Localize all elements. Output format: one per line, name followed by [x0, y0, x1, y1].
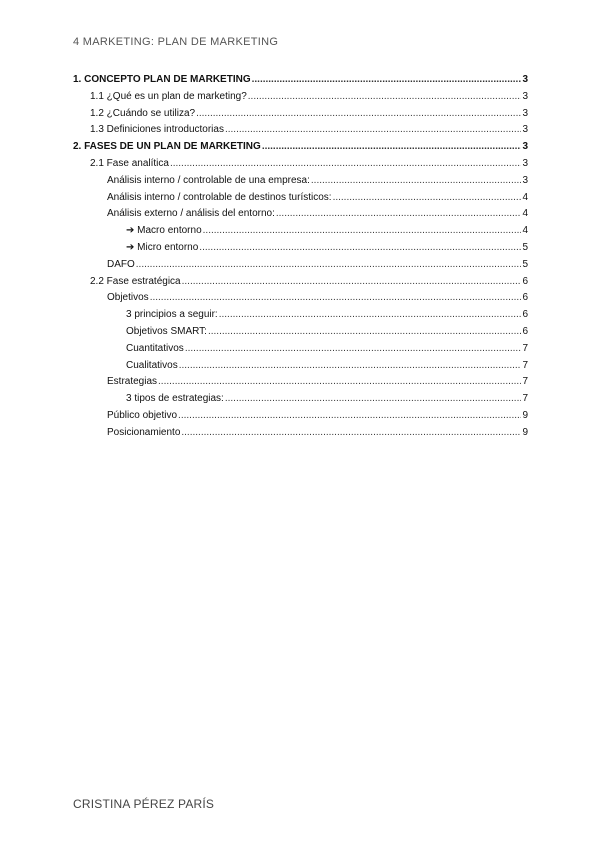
toc-entry-page-number: 6	[522, 309, 528, 321]
toc-dot-leader	[136, 259, 522, 270]
toc-entry-page-number: 3	[522, 174, 528, 186]
toc-entry[interactable]	[73, 276, 528, 293]
toc-entry-page-number: 6	[522, 292, 528, 304]
toc-dot-leader	[208, 326, 521, 337]
toc-entry[interactable]	[73, 360, 528, 377]
toc-dot-leader	[248, 91, 522, 102]
toc-entry-page-number: 3	[522, 90, 528, 102]
toc-dot-leader	[185, 343, 522, 354]
toc-entry[interactable]	[73, 410, 528, 427]
toc-entry-page-number: 5	[522, 241, 528, 253]
toc-entry-label: 3 tipos de estrategias:	[126, 393, 224, 405]
toc-dot-leader	[225, 124, 521, 135]
toc-entry[interactable]	[73, 124, 528, 141]
toc-dot-leader	[203, 225, 522, 236]
toc-dot-leader	[158, 376, 521, 387]
toc-entry-page-number: 6	[522, 275, 528, 287]
toc-entry-label: ➔ Micro entorno	[126, 241, 199, 253]
toc-entry-page-number: 3	[522, 124, 528, 136]
toc-entry-page-number: 4	[522, 225, 528, 237]
toc-entry[interactable]	[73, 427, 528, 444]
toc-entry[interactable]	[73, 175, 528, 192]
toc-entry-label: 2.1 Fase analítica	[90, 157, 169, 169]
toc-entry[interactable]	[73, 192, 528, 209]
toc-entry-label: Público objetivo	[107, 409, 178, 421]
toc-entry-label: Análisis interno / controlable de una empresa:	[107, 174, 310, 186]
toc-entry[interactable]	[73, 393, 528, 410]
toc-dot-leader	[219, 309, 522, 320]
toc-entry[interactable]	[73, 74, 528, 91]
toc-entry-label: 1.3 Definiciones introductorias	[90, 124, 224, 136]
toc-entry[interactable]	[73, 158, 528, 175]
toc-entry[interactable]	[73, 108, 528, 125]
page-header: 4 MARKETING: PLAN DE MARKETING	[73, 36, 279, 48]
toc-entry-page-number: 9	[522, 426, 528, 438]
toc-dot-leader	[170, 158, 522, 169]
toc-entry-page-number: 4	[522, 208, 528, 220]
toc-entry-page-number: 6	[522, 325, 528, 337]
toc-entry[interactable]	[73, 343, 528, 360]
toc-entry-page-number: 3	[522, 74, 528, 85]
toc-entry-page-number: 7	[522, 342, 528, 354]
toc-entry-page-number: 7	[522, 359, 528, 371]
toc-dot-leader	[262, 141, 522, 152]
toc-dot-leader	[182, 276, 522, 287]
toc-entry[interactable]	[73, 208, 528, 225]
toc-entry-label: Análisis externo / análisis del entorno:	[107, 208, 275, 220]
toc-entry-page-number: 3	[522, 107, 528, 119]
toc-dot-leader	[199, 242, 521, 253]
toc-entry-label: 3 principios a seguir:	[126, 309, 218, 321]
toc-entry-page-number: 9	[522, 409, 528, 421]
toc-dot-leader	[178, 410, 521, 421]
toc-dot-leader	[181, 427, 521, 438]
toc-entry-label: 2. FASES DE UN PLAN DE MARKETING	[73, 141, 261, 153]
toc-entry-label: Objetivos SMART:	[126, 325, 207, 337]
page-footer: CRISTINA PÉREZ PARÍS	[73, 797, 215, 811]
toc-entry-label: ➔ Macro entorno	[126, 225, 202, 237]
toc-entry-label: Cualitativos	[126, 359, 178, 371]
toc-entry-label: Análisis interno / controlable de destinos turísticos:	[107, 191, 332, 203]
toc-entry[interactable]	[73, 141, 528, 158]
toc-entry[interactable]	[73, 242, 528, 259]
toc-dot-leader	[225, 393, 522, 404]
toc-entry[interactable]	[73, 292, 528, 309]
toc-entry[interactable]	[73, 225, 528, 242]
toc-entry-page-number: 5	[522, 258, 528, 270]
toc-dot-leader	[276, 208, 522, 219]
toc-dot-leader	[333, 192, 522, 203]
toc-entry-page-number: 7	[522, 376, 528, 388]
toc-entry-label: Posicionamiento	[107, 426, 181, 438]
toc-entry-page-number: 3	[522, 157, 528, 169]
toc-entry-label: Objetivos	[107, 292, 149, 304]
toc-entry[interactable]	[73, 309, 528, 326]
toc-entry-label: 1.2 ¿Cuándo se utiliza?	[90, 107, 196, 119]
toc-dot-leader	[196, 108, 521, 119]
toc-entry[interactable]	[73, 91, 528, 108]
toc-entry-label: Cuantitativos	[126, 342, 184, 354]
toc-entry-label: Estrategias	[107, 376, 158, 388]
toc-entry-page-number: 4	[522, 191, 528, 203]
toc-entry[interactable]	[73, 376, 528, 393]
toc-entry-label: 2.2 Fase estratégica	[90, 275, 181, 287]
toc-entry-page-number: 7	[522, 393, 528, 405]
toc-entry-label: 1. CONCEPTO PLAN DE MARKETING	[73, 74, 251, 85]
toc-dot-leader	[311, 175, 522, 186]
toc-entry-label: DAFO	[107, 258, 135, 270]
toc-entry[interactable]	[73, 326, 528, 343]
table-of-contents	[73, 74, 528, 444]
toc-dot-leader	[252, 74, 522, 85]
toc-entry-page-number: 3	[522, 141, 528, 153]
toc-dot-leader	[150, 292, 522, 303]
toc-entry-label: 1.1 ¿Qué es un plan de marketing?	[90, 90, 247, 102]
toc-dot-leader	[179, 360, 522, 371]
toc-entry[interactable]	[73, 259, 528, 276]
